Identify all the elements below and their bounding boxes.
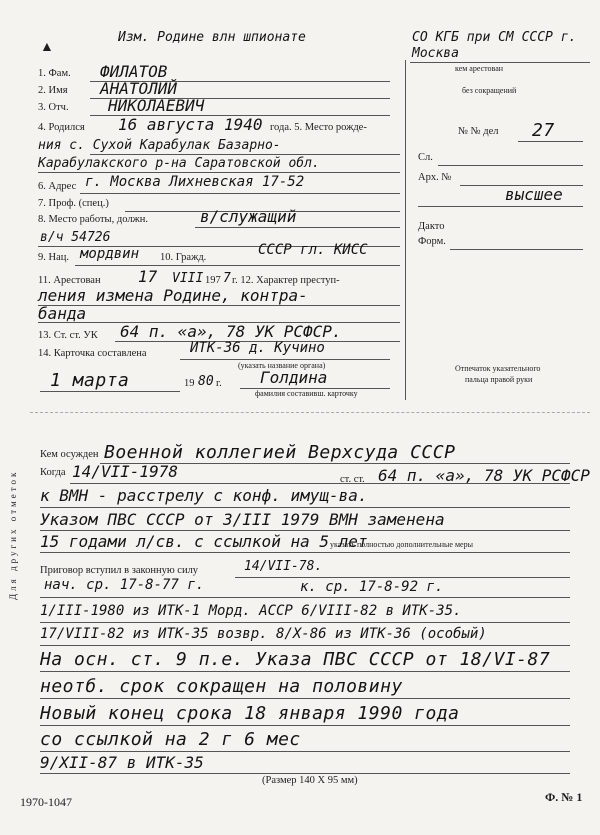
- article-value: 64 п. «а», 78 УК РСФСР.: [120, 322, 342, 341]
- sl-label: Сл.: [418, 152, 433, 163]
- addr-label: 6. Адрес: [38, 181, 77, 192]
- prof-label: 7. Проф. (спец.): [38, 198, 109, 209]
- arrest-body-value: СО КГБ при СМ СССР г. Москва: [412, 30, 577, 61]
- imya-label: 2. Имя: [38, 85, 68, 96]
- note-2: 17/VIII-82 из ИТК-35 возвр. 8/X-86 из ИТК-36 (особый): [40, 626, 487, 642]
- compiler-hint: фамилия составивш. карточку: [255, 389, 358, 398]
- dakto-label: Дакто: [418, 221, 445, 232]
- crime-value-2: банда: [38, 304, 87, 323]
- no-abbrev-label: без сокращений: [462, 86, 517, 95]
- article-label: 13. Ст. ст. УК: [38, 330, 98, 341]
- footer-code: 1970-1047: [20, 795, 72, 809]
- decree-value-2: 15 годами л/св. с ссылкой на 5 лет: [40, 532, 368, 551]
- form-label: Форм.: [418, 236, 446, 247]
- born-label: 4. Родился: [38, 122, 85, 133]
- convicted-label: Кем осужден: [40, 449, 99, 460]
- arch-label: Арх. №: [418, 172, 452, 183]
- born-place-1: ния с. Сухой Карабулак Базарно-: [38, 138, 281, 153]
- fam-value: ФИЛАТОВ: [100, 62, 168, 81]
- addr-value: г. Москва Лихневская 17-52: [85, 174, 305, 190]
- card-year-hw: 80: [198, 374, 214, 389]
- note-4: неотб. срок сокращен на половину: [40, 676, 403, 697]
- imya-value: АНАТОЛИЙ: [100, 79, 178, 98]
- citizen-value: СССР гл. КИСС: [258, 242, 368, 258]
- card-date-value: 1 марта: [50, 370, 130, 391]
- print-label-1: Отпечаток указательного: [455, 364, 541, 373]
- note-5: Новый конец срока 18 января 1990 года: [40, 703, 460, 724]
- force-label: Приговор вступил в законную силу: [40, 565, 199, 576]
- card-year-suffix: г.: [216, 378, 222, 389]
- card-made-label: 14. Карточка составлена: [38, 348, 147, 359]
- case-no-value: 27: [532, 120, 555, 141]
- arrest-body-label: кем арестован: [455, 64, 504, 73]
- size-label: (Размер 140 Х 95 мм): [262, 775, 358, 786]
- arrested-month: VIII: [172, 271, 204, 286]
- decree-value: Указом ПВС СССР от 3/III 1979 ВМН заменена: [40, 510, 445, 529]
- card-made-value: ИТК-36 д. Кучино: [190, 340, 325, 356]
- arrested-label: 11. Арестован: [38, 275, 101, 286]
- form-number: Ф. № 1: [545, 790, 583, 804]
- note-7: 9/XII-87 в ИТК-35: [40, 753, 204, 772]
- fam-label: 1. Фам.: [38, 68, 71, 79]
- otch-value: НИКОЛАЕВИЧ: [108, 96, 205, 115]
- note-3: На осн. ст. 9 п.е. Указа ПВС СССР от 18/VI-87: [40, 649, 551, 670]
- born-value: 16 августа 1940: [118, 115, 263, 134]
- note-1: 1/III-1980 из ИТК-1 Морд. АССР 6/VIII-82 в ИТК-35.: [40, 603, 462, 619]
- measures-hint: указать полностью дополнительные меры: [330, 540, 473, 549]
- nat-value: мордвин: [80, 246, 140, 262]
- convicted-value: Военной коллегией Верхсуда СССР: [104, 442, 456, 463]
- arch-value: высшее: [505, 185, 563, 204]
- print-label-2: пальца правой руки: [465, 375, 533, 384]
- top-note: Изм. Родине влн шпионате: [118, 30, 306, 45]
- punish-value: к ВМН - расстрелу с конф. имущ-ва.: [40, 486, 368, 505]
- force-value: 14/VII-78.: [244, 559, 323, 574]
- work-value: в/служащий: [200, 207, 297, 226]
- born-place-2: Карабулакского р-на Саратовской обл.: [38, 156, 320, 171]
- otch-label: 3. Отч.: [38, 102, 69, 113]
- start-value: нач. ср. 17-8-77 г.: [44, 577, 205, 593]
- card-year-prefix: 19: [184, 378, 195, 389]
- end-value: к. ср. 17-8-92 г.: [300, 579, 444, 595]
- arrested-year-prefix: 197: [205, 275, 221, 286]
- side-label: Для других отметок: [8, 469, 18, 600]
- nat-label: 9. Нац.: [38, 252, 69, 263]
- work-value-2: в/ч 54726: [40, 230, 111, 245]
- when-value: 14/VII-1978: [72, 462, 178, 481]
- sentence-article-value: 64 п. «а», 78 УК РСФСР: [378, 466, 590, 485]
- born-suffix: года. 5. Место рожде-: [270, 122, 367, 133]
- sentence-article-label: ст. ст.: [340, 474, 365, 485]
- arrested-year-hw: 7: [223, 271, 231, 286]
- citizen-label: 10. Гражд.: [160, 252, 207, 263]
- note-6: со ссылкой на 2 г 6 мес: [40, 729, 301, 750]
- corner-triangle-icon: ▲: [40, 40, 54, 55]
- case-no-label: № № дел: [458, 126, 499, 137]
- crime-value-1: ления измена Родине, контра-: [38, 286, 308, 305]
- arrested-day: 17: [138, 267, 158, 286]
- when-label: Когда: [40, 467, 66, 478]
- compiler-value: Голдина: [260, 368, 328, 387]
- work-label: 8. Место работы, должн.: [38, 214, 149, 225]
- arrested-suffix: г. 12. Характер преступ-: [232, 275, 340, 286]
- organ-hint: (указать название органа): [238, 361, 326, 370]
